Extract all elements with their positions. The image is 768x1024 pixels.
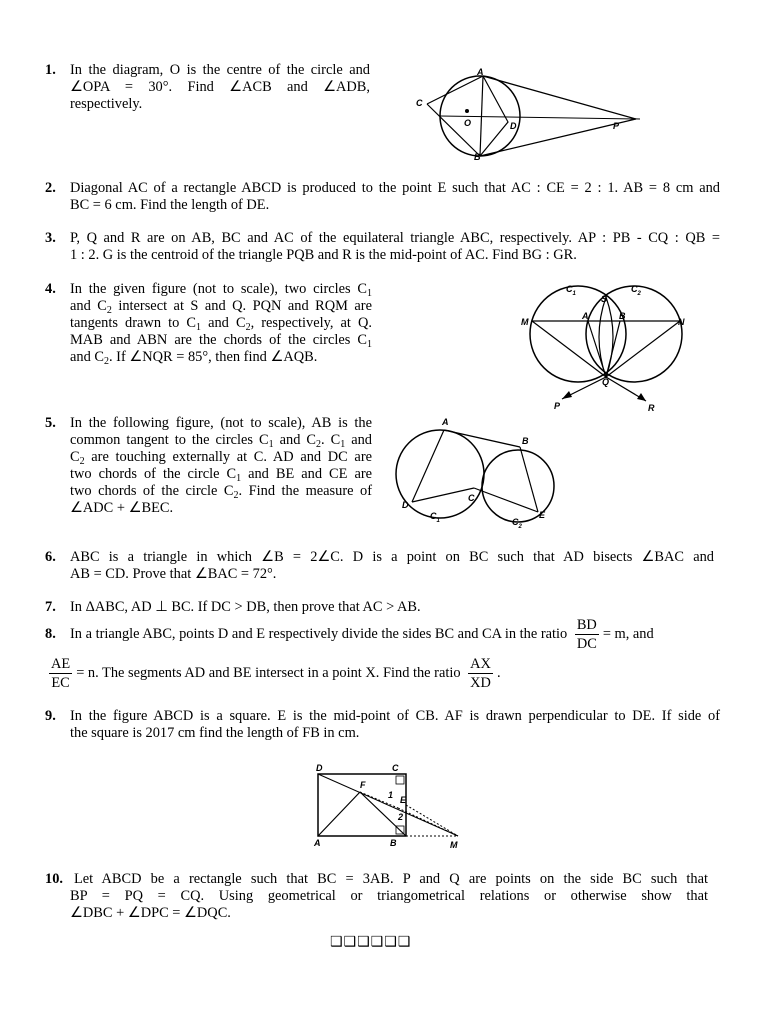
label-C2: $C_2$ bbox=[631, 284, 641, 297]
figure-1-circle-tangents bbox=[414, 64, 646, 162]
question-number: 3. bbox=[45, 230, 56, 246]
figure-9-square bbox=[310, 762, 470, 852]
question-number: 1. bbox=[45, 62, 56, 78]
question-text: In ΔABC, AD ⊥ BC. If DC > DB, then prove that AC > AB. bbox=[70, 599, 421, 615]
fraction-ax-xd: $\frac{AX}{XD}$ bbox=[470, 656, 491, 691]
question-text: P, Q and R are on AB, BC and AC of the equilateral triangle ABC, respectively. AP : PB - CQ : QB = 1 : 2. G is the centroid of the triangle PQB and R is the mid-point of AC. Find BG : GR. bbox=[70, 230, 720, 263]
label-B: B bbox=[522, 436, 529, 446]
label-D: D bbox=[402, 500, 409, 510]
question-number: 5. bbox=[45, 415, 56, 431]
question-text: In the given figure (not to scale), two circles $C_1$ and $C_2$ intersect at S and Q. PQN and RQM are tangents drawn to $C_1$ and $C_2$, respectively, at Q. MAB and ABN are the chords of the circles $C_1$ and $C_2$. If ∠NQR = 85°, then find ∠AQB. bbox=[70, 281, 372, 367]
fraction-ae-ec: $\frac{AE}{EC}$ bbox=[51, 656, 71, 691]
label-S: S bbox=[601, 294, 608, 304]
label-angle-1: 1 bbox=[388, 790, 394, 800]
label-Q: Q bbox=[602, 377, 610, 387]
label-F: F bbox=[360, 780, 366, 790]
question-number: 6. bbox=[45, 549, 56, 565]
end-marks: ❑❑❑❑❑❑ bbox=[330, 934, 412, 950]
label-B: B bbox=[474, 152, 481, 162]
question-number: 9. bbox=[45, 708, 56, 724]
label-C: C bbox=[392, 763, 399, 773]
label-D: D bbox=[316, 763, 323, 773]
label-P: P bbox=[554, 401, 561, 411]
label-B: B bbox=[390, 838, 397, 848]
question-text: ABC is a triangle in which ∠B = 2∠C. D is a point on BC such that AD bisects ∠BAC and AB = CD. Prove that ∠BAC = 72°. bbox=[70, 549, 714, 582]
question-text: Let ABCD be a rectangle such that BC = 3AB. P and Q are points on the side BC such that BP = PQ = CQ. Using geometrical or triangometrical relations or otherwise show that ∠DBC + ∠DPC = ∠DQC. bbox=[70, 871, 708, 921]
label-A: A bbox=[582, 311, 589, 321]
question-number: 4. bbox=[45, 281, 56, 297]
question-text: In the diagram, O is the centre of the circle and ∠OPA = 30°. Find ∠ACB and ∠ADB, respectively. bbox=[70, 62, 370, 112]
label-A: A bbox=[314, 838, 321, 848]
question-number: 7. bbox=[45, 599, 56, 615]
label-E: E bbox=[539, 510, 546, 520]
label-P: P bbox=[613, 121, 620, 131]
label-C1: $C_1$ bbox=[566, 284, 576, 297]
label-C: C bbox=[416, 98, 423, 108]
label-D: D bbox=[510, 121, 517, 131]
question-number: 8. bbox=[45, 626, 56, 642]
fraction-bd-dc: $\frac{BD}{DC}$ bbox=[576, 617, 597, 652]
question-number: 2. bbox=[45, 180, 56, 196]
figure-5-touching-circles bbox=[394, 416, 564, 530]
label-C2: $C_2$ bbox=[512, 517, 522, 530]
label-A: A bbox=[442, 417, 449, 427]
label-C: C bbox=[468, 493, 475, 503]
label-O: O bbox=[464, 118, 472, 128]
question-number: 10. bbox=[45, 871, 63, 887]
label-E: E bbox=[400, 795, 407, 805]
label-A: A bbox=[477, 67, 484, 77]
question-text: Diagonal AC of a rectangle ABCD is produced to the point E such that AC : CE = 2 : 1. AB = 8 cm and BC = 6 cm. Find the length of DE. bbox=[70, 180, 720, 213]
question-text: In the following figure, (not to scale), AB is the common tangent to the circles $C_1$ and $C_2$. $C_1$ and $C_2$ are touching externally at C. AD and DC are two chords of the circle $C_1$ and BE and CE are two chords of the circle $C_2$. Find the measure of ∠ADC + ∠BEC. bbox=[70, 415, 373, 516]
label-M: M bbox=[521, 317, 529, 327]
figure-4-two-circles bbox=[516, 281, 694, 415]
label-B: B bbox=[619, 311, 626, 321]
question-text: In a triangle ABC, points D and E respectively divide the sides BC and CA in the ratio $\frac{BD}{DC}$ = m, and $\frac{AE}{EC}$ = n. The segments AD and BE intersect in a point X. Find the ratio $\frac{AX}{XD}$ . bbox=[51, 617, 654, 691]
label-C1: $C_1$ bbox=[430, 511, 440, 524]
label-M: M bbox=[450, 840, 458, 850]
question-text: In the figure ABCD is a square. E is the mid-point of CB. AF is drawn perpendicular to DE. If side of the square is 2017 cm find the length of FB in cm. bbox=[70, 708, 720, 741]
label-N: N bbox=[678, 317, 685, 327]
label-angle-2: 2 bbox=[398, 812, 404, 822]
label-R: R bbox=[648, 403, 655, 413]
